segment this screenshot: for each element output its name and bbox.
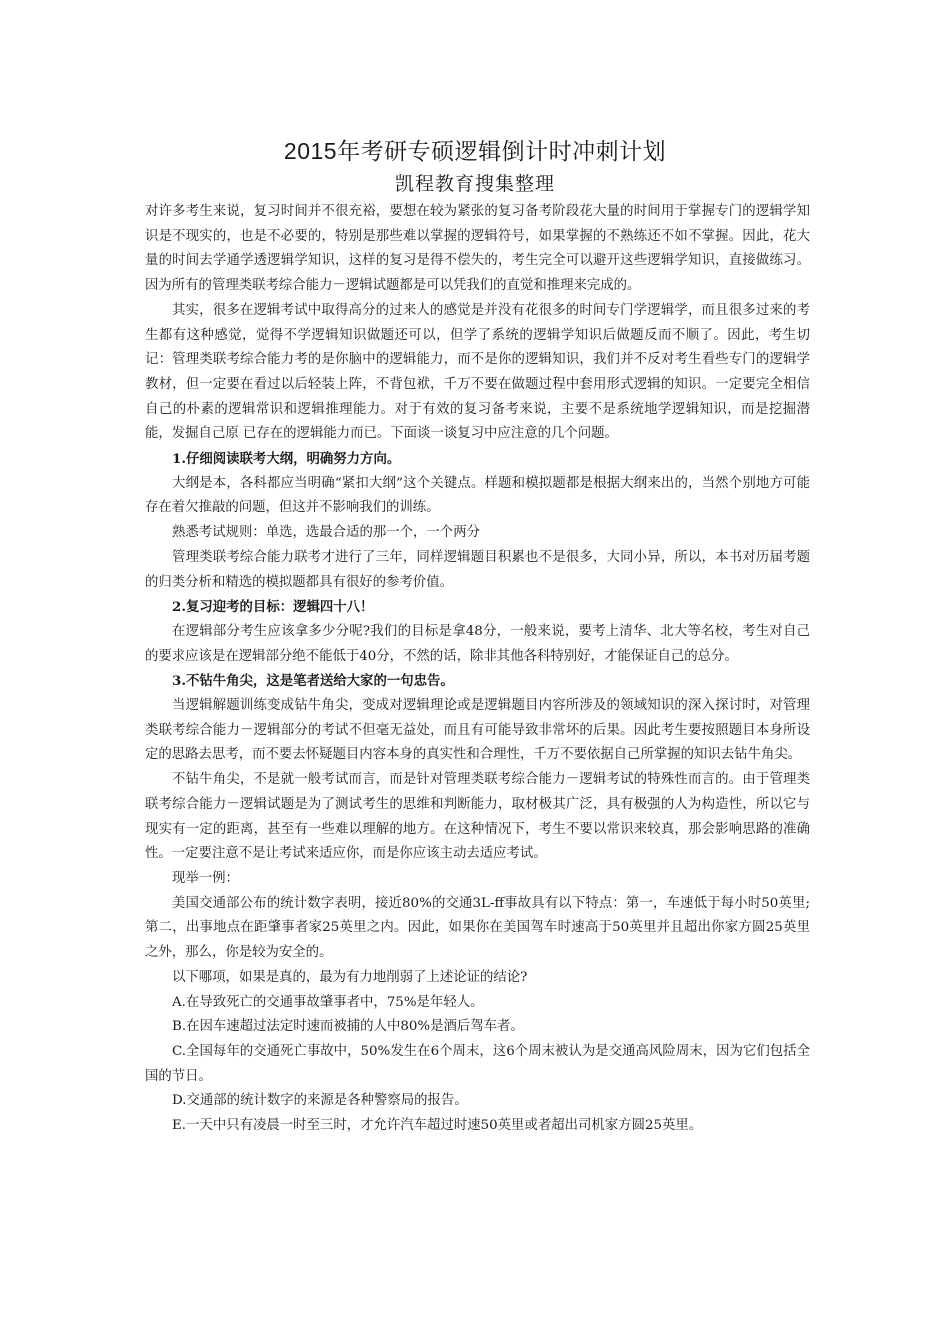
example-question-stem: 美国交通部公布的统计数字表明，接近80%的交通3L-ff事故具有以下特点：第一，车速低于每小时50英里;第二，出事地点在距肇事者家25英里之内。因此，如果你在美国驾车时速高于50英里并且超出你家方圆25英里之外，那么，你是较为安全的。 [145,895,810,961]
paragraph: 不钻牛角尖，不是就一般考试而言，而是针对管理类联考综合能力－逻辑考试的特殊性而言的。由于管理类联考综合能力－逻辑试题是为了测试考生的思维和判断能力，取材极其广泛，具有极强的人为构造性，所以它与现实有一定的距离，甚至有一些难以理解的地方。在这种情况下，考生不要以常识来较真，那会影响思路的准确性。一定要注意不是让考试来适应你，而是你应该主动去适应考试。 [145,772,810,862]
example-question-prompt: 以下哪项，如果是真的，最为有力地削弱了上述论证的结论? [172,969,528,985]
paragraph: 熟悉考试规则：单选，选最合适的那一个，一个两分 [172,525,480,541]
document-title: 2015年考研专硕逻辑倒计时冲刺计划 [283,138,667,164]
option-a: A.在导致死亡的交通事故肇事者中，75%是年轻人。 [172,994,484,1010]
section-heading-2: 2.复习迎考的目标：逻辑四十八！ [172,599,374,616]
option-c: C.全国每年的交通死亡事故中，50%发生在6个周末，这6个周末被认为是交通高风险周末，因为它们包括全国的节日。 [145,1043,810,1084]
paragraph-intro: 对许多考生来说，复习时间并不很充裕，要想在较为紧张的复习备考阶段花大量的时间用于掌握专门的逻辑学知识是不现实的，也是不必要的，特别是那些难以掌握的逻辑符号，如果掌握的不熟练还不如不掌握。因此，花大量的时间去学通学透逻辑学知识，这样的复习是得不偿失的，考生完全可以避开这些逻辑学知识，直接做练习。因为所有的管理类联考综合能力－逻辑试题都是可以凭我们的直觉和推理来完成的。 [145,204,810,294]
section-heading-1: 1.仔细阅读联考大纲，明确努力方向。 [172,451,401,468]
document-subtitle: 凯程教育搜集整理 [394,174,555,195]
paragraph: 现举一例： [172,870,239,886]
paragraph: 管理类联考综合能力联考才进行了三年，同样逻辑题目积累也不是很多，大同小异，所以，本书对历届考题的归类分析和精选的模拟题都具有很好的参考价值。 [145,549,810,590]
paragraph: 大纲是本，各科都应当明确“紧扣大纲”这个关键点。样题和模拟题都是根据大纲来出的，当然个别地方可能存在着欠推敲的问题，但这并不影响我们的训练。 [145,475,810,516]
section-heading-3: 3.不钻牛角尖，这是笔者送给大家的一句忠告。 [172,673,454,690]
paragraph: 在逻辑部分考生应该拿多少分呢?我们的目标是拿48分，一般来说，要考上清华、北大等名校，考生对自己的要求应该是在逻辑部分绝不能低于40分，不然的话，除非其他各科特别好，才能保证自己的总分。 [145,623,810,664]
option-b: B.在因车速超过法定时速而被捕的人中80%是酒后驾车者。 [172,1019,524,1035]
document-body [145,200,810,1139]
option-d: D.交通部的统计数字的来源是各种警察局的报告。 [172,1093,468,1109]
option-e: E.一天中只有凌晨一时至三时，才允许汽车超过时速50英里或者超出司机家方圆25英里。 [172,1118,703,1134]
paragraph-experience: 其实，很多在逻辑考试中取得高分的过来人的感觉是并没有花很多的时间专门学逻辑学，而且很多过来的考生都有这种感觉，觉得不学逻辑知识做题还可以，但学了系统的逻辑学知识后做题反而不顺了。因此，考生切记：管理类联考综合能力考的是你脑中的逻辑能力，而不是你的逻辑知识，我们并不反对考生看些专门的逻辑学教材，但一定要在看过以后轻装上阵，不背包袱，千万不要在做题过程中套用形式逻辑的知识。一定要完全相信自己的朴素的逻辑常识和逻辑推理能力。对于有效的复习备考来说，主要不是系统地学逻辑知识，而是挖掘潜能，发掘自己原 已存在的逻辑能力而已。下面谈一谈复习中应注意的几个问题。 [145,302,810,442]
paragraph: 当逻辑解题训练变成钻牛角尖，变成对逻辑理论或是逻辑题目内容所涉及的领域知识的深入探讨时，对管理类联考综合能力－逻辑部分的考试不但毫无益处，而且有可能导致非常坏的后果。因此考生要按照题目本身所设定的思路去思考，而不要去怀疑题目内容本身的真实性和合理性，千万不要依据自己所掌握的知识去钻牛角尖。 [145,698,810,763]
